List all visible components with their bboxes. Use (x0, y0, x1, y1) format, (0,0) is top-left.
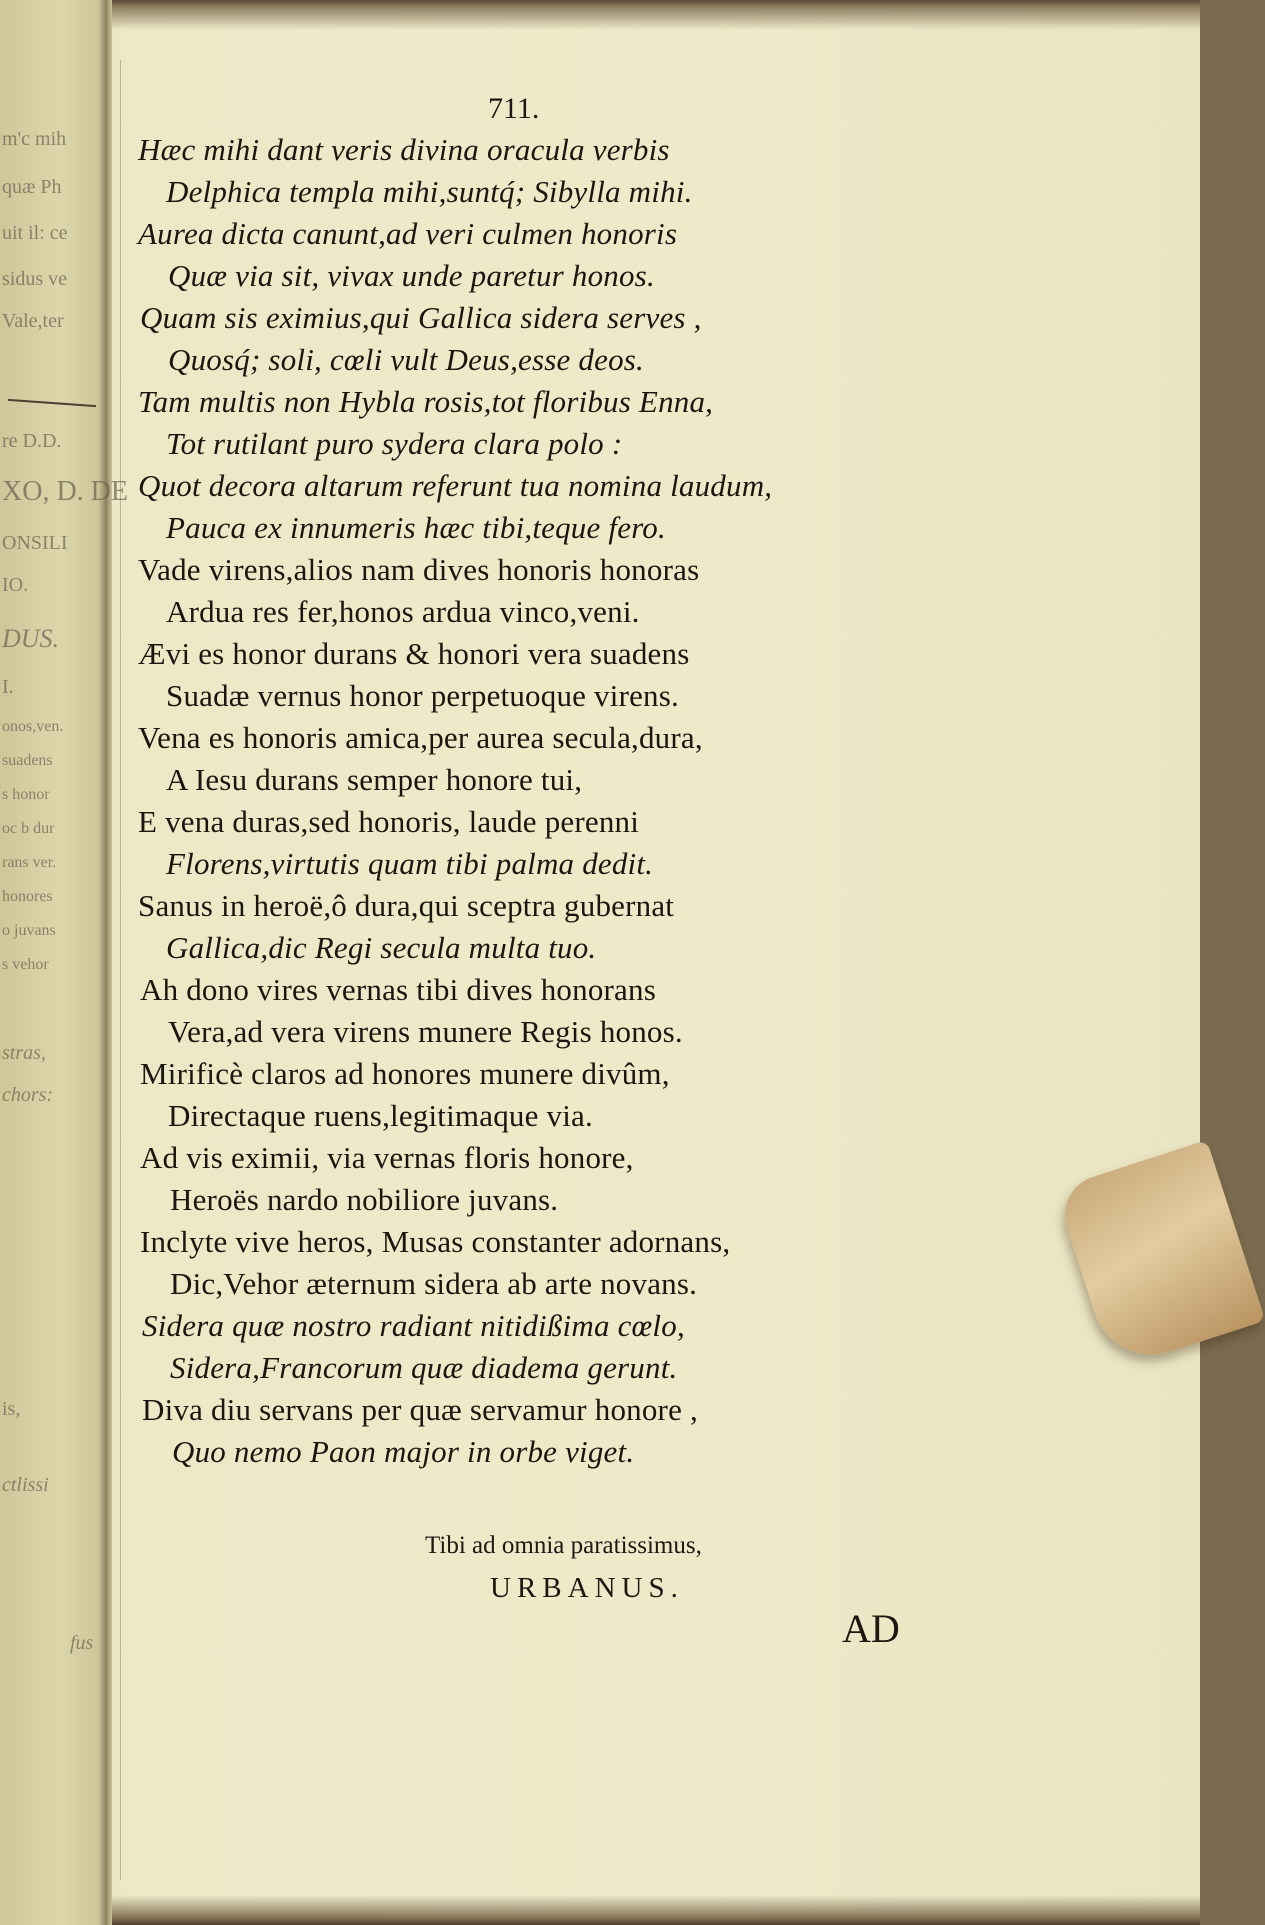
verse-line: Ah dono vires vernas tibi dives honorans (140, 972, 656, 1007)
verse-line: Sidera,Francorum quæ diadema gerunt. (170, 1350, 678, 1385)
verse-line: Ardua res fer,honos ardua vinco,veni. (166, 594, 640, 629)
verse-line: Sidera quæ nostro radiant nitidißima cœlo, (142, 1308, 685, 1343)
verse-line: Pauca ex innumeris hæc tibi,teque fero. (166, 510, 666, 545)
left-fragment: onos,ven. (2, 718, 64, 735)
signature: URBANUS. (490, 1572, 684, 1604)
left-fragment: chors: (2, 1084, 54, 1106)
verse-line: Quosq́; soli, cœli vult Deus,esse deos. (168, 342, 644, 377)
verse-line: Suadæ vernus honor perpetuoque virens. (166, 678, 679, 713)
verse-line: Dic,Vehor æternum sidera ab arte novans. (170, 1266, 698, 1301)
verse-line: Heroës nardo nobiliore juvans. (170, 1182, 559, 1217)
left-fragment: I. (2, 676, 14, 698)
left-fragment: is, (2, 1398, 21, 1420)
verse-line: Directaque ruens,legitimaque via. (168, 1098, 593, 1133)
verse-line: Inclyte vive heros, Musas constanter adornans, (140, 1224, 731, 1259)
signoff: Tibi ad omnia paratissimus, (425, 1532, 702, 1559)
verse-line: Tam multis non Hybla rosis,tot floribus Enna, (138, 384, 714, 419)
left-fragment: re D.D. (2, 430, 62, 452)
left-fragment: honores (2, 888, 53, 905)
left-fragment: Vale,ter (2, 310, 64, 332)
verse-line: Sanus in heroë,ô dura,qui sceptra gubernat (138, 888, 675, 923)
verse-line: Vera,ad vera virens munere Regis honos. (168, 1014, 683, 1049)
left-fragment: s vehor (2, 956, 49, 973)
left-fragment: IO. (2, 574, 29, 596)
verse-line: A Iesu durans semper honore tui, (166, 762, 583, 797)
verse-line: Gallica,dic Regi secula multa tuo. (166, 930, 597, 965)
left-fragment: o juvans (2, 922, 56, 939)
verse-line: Quæ via sit, vivax unde paretur honos. (168, 258, 655, 293)
left-fragment: m'c mih (2, 128, 67, 150)
left-fragment: rans ver. (2, 854, 57, 871)
bottom-edge-shadow (100, 1895, 1200, 1925)
catchword: AD (842, 1606, 900, 1651)
left-page-edge (0, 0, 128, 1925)
verse-line: Aurea dicta canunt,ad veri culmen honoris (138, 216, 678, 251)
left-fragment: quæ Ph (2, 176, 62, 198)
left-fragment: ONSILI (2, 532, 68, 554)
verse-line: Quam sis eximius,qui Gallica sidera serves , (140, 300, 702, 335)
left-fragment: uit il: ce (2, 222, 68, 244)
left-fragment: DUS. (2, 624, 60, 653)
left-fragment: sidus ve (2, 268, 67, 290)
verse-line: Vade virens,alios nam dives honoris honoras (138, 552, 700, 587)
verse-line: Diva diu servans per quæ servamur honore , (142, 1392, 698, 1427)
verse-line: Ævi es honor durans & honori vera suadens (138, 636, 690, 671)
verse-line: Hæc mihi dant veris divina oracula verbis (138, 132, 670, 167)
verse-line: Delphica templa mihi,suntq́; Sibylla mihi. (166, 174, 693, 209)
gutter-line (120, 60, 121, 1880)
verse-line: Ad vis eximii, via vernas floris honore, (140, 1140, 634, 1175)
left-fragment: s honor (2, 786, 50, 803)
left-fragment: suadens (2, 752, 53, 769)
page-number: 711. (488, 92, 540, 125)
verse-line: Vena es honoris amica,per aurea secula,dura, (138, 720, 703, 755)
verse-line: Quo nemo Paon major in orbe viget. (172, 1434, 635, 1469)
left-fragment: ctlissi (2, 1474, 49, 1496)
verse-line: E vena duras,sed honoris, laude perenni (138, 804, 640, 839)
left-fragment: oc b dur (2, 820, 55, 837)
left-fragment: fus (70, 1632, 94, 1654)
left-fragment: XO, D. DE (2, 476, 128, 507)
verse-line: Mirificè claros ad honores munere divûm, (140, 1056, 670, 1091)
left-page-rule (8, 399, 96, 407)
verse-line: Tot rutilant puro sydera clara polo : (166, 426, 623, 461)
left-fragment: stras, (2, 1042, 46, 1064)
verse-line: Quot decora altarum referunt tua nomina laudum, (138, 468, 773, 503)
verse-line: Florens,virtutis quam tibi palma dedit. (166, 846, 654, 881)
top-edge-shadow (80, 0, 1200, 30)
